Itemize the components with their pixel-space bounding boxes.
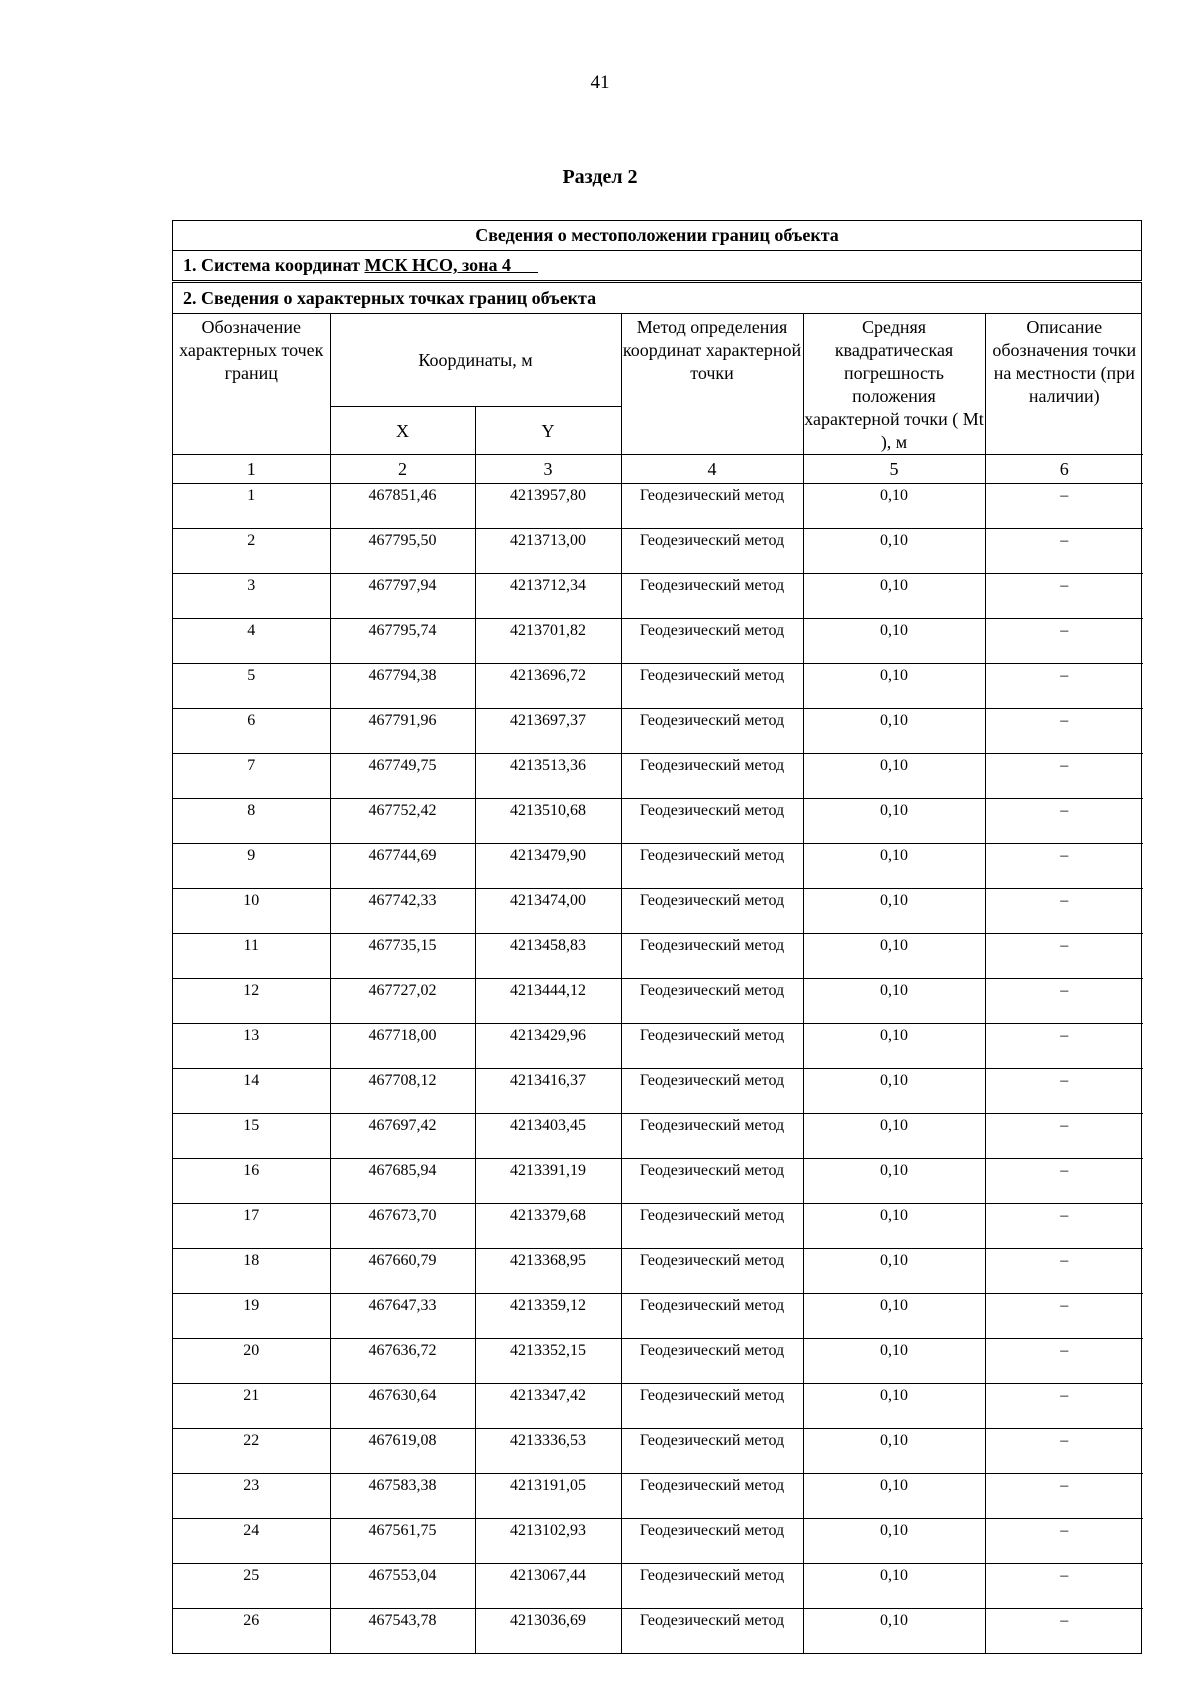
point-number-cell: 8 — [173, 799, 330, 844]
description-cell: – — [985, 934, 1143, 979]
method-cell: Геодезический метод — [621, 1564, 803, 1609]
method-cell: Геодезический метод — [621, 1384, 803, 1429]
column-index: 2 — [330, 455, 475, 484]
x-coordinate-cell: 467791,96 — [330, 709, 475, 754]
y-coordinate-cell: 4213067,44 — [475, 1564, 621, 1609]
column-index: 1 — [173, 455, 330, 484]
method-cell: Геодезический метод — [621, 664, 803, 709]
method-cell: Геодезический метод — [621, 1294, 803, 1339]
table-row — [173, 1519, 1143, 1564]
y-coordinate-cell: 4213513,36 — [475, 754, 621, 799]
table-row — [173, 619, 1143, 664]
x-coordinate-cell: 467673,70 — [330, 1204, 475, 1249]
location-info-title: Сведения о местоположении границ объекта — [173, 221, 1141, 251]
column-index: 6 — [985, 455, 1143, 484]
y-coordinate-cell: 4213336,53 — [475, 1429, 621, 1474]
y-coordinate-cell: 4213352,15 — [475, 1339, 621, 1384]
x-coordinate-cell: 467742,33 — [330, 889, 475, 934]
description-cell: – — [985, 844, 1143, 889]
header-point-description: Описание обозначения точки на местности (при наличии) — [985, 314, 1143, 455]
method-cell: Геодезический метод — [621, 1429, 803, 1474]
method-cell: Геодезический метод — [621, 1249, 803, 1294]
table-row — [173, 1474, 1143, 1519]
table-row — [173, 709, 1143, 754]
x-coordinate-cell: 467553,04 — [330, 1564, 475, 1609]
description-cell: – — [985, 1159, 1143, 1204]
method-cell: Геодезический метод — [621, 1339, 803, 1384]
column-index-row — [173, 455, 1143, 484]
point-number-cell: 1 — [173, 484, 330, 529]
table-row — [173, 1114, 1143, 1159]
y-coordinate-cell: 4213102,93 — [475, 1519, 621, 1564]
error-cell: 0,10 — [803, 754, 985, 799]
x-coordinate-cell: 467795,74 — [330, 619, 475, 664]
table-row — [173, 574, 1143, 619]
description-cell: – — [985, 1204, 1143, 1249]
x-coordinate-cell: 467630,64 — [330, 1384, 475, 1429]
x-coordinate-cell: 467583,38 — [330, 1474, 475, 1519]
table-row — [173, 1609, 1143, 1654]
header-method: Метод определения координат характерной точки — [621, 314, 803, 455]
location-info-block — [172, 220, 1142, 281]
description-cell: – — [985, 484, 1143, 529]
x-coordinate-cell: 467749,75 — [330, 754, 475, 799]
x-coordinate-cell: 467797,94 — [330, 574, 475, 619]
x-coordinate-cell: 467795,50 — [330, 529, 475, 574]
y-coordinate-cell: 4213347,42 — [475, 1384, 621, 1429]
description-cell: – — [985, 1384, 1143, 1429]
y-coordinate-cell: 4213474,00 — [475, 889, 621, 934]
point-number-cell: 15 — [173, 1114, 330, 1159]
header-mean-square-error: Средняя квадратическая погрешность положения характерной точки ( Mt ), м — [803, 314, 985, 455]
method-cell: Геодезический метод — [621, 1024, 803, 1069]
x-coordinate-cell: 467619,08 — [330, 1429, 475, 1474]
table-row — [173, 1294, 1143, 1339]
description-cell: – — [985, 1429, 1143, 1474]
error-cell: 0,10 — [803, 1249, 985, 1294]
table-row — [173, 1429, 1143, 1474]
method-cell: Геодезический метод — [621, 709, 803, 754]
description-cell: – — [985, 1339, 1143, 1384]
x-coordinate-cell: 467752,42 — [330, 799, 475, 844]
method-cell: Геодезический метод — [621, 574, 803, 619]
description-cell: – — [985, 619, 1143, 664]
description-cell: – — [985, 1114, 1143, 1159]
point-number-cell: 5 — [173, 664, 330, 709]
description-cell: – — [985, 799, 1143, 844]
error-cell: 0,10 — [803, 574, 985, 619]
point-number-cell: 6 — [173, 709, 330, 754]
x-coordinate-cell: 467851,46 — [330, 484, 475, 529]
y-coordinate-cell: 4213036,69 — [475, 1609, 621, 1654]
method-cell: Геодезический метод — [621, 529, 803, 574]
x-coordinate-cell: 467727,02 — [330, 979, 475, 1024]
description-cell: – — [985, 1294, 1143, 1339]
point-number-cell: 17 — [173, 1204, 330, 1249]
description-cell: – — [985, 1024, 1143, 1069]
error-cell: 0,10 — [803, 979, 985, 1024]
error-cell: 0,10 — [803, 1564, 985, 1609]
error-cell: 0,10 — [803, 934, 985, 979]
point-number-cell: 4 — [173, 619, 330, 664]
error-cell: 0,10 — [803, 1609, 985, 1654]
point-number-cell: 21 — [173, 1384, 330, 1429]
error-cell: 0,10 — [803, 889, 985, 934]
x-coordinate-cell: 467636,72 — [330, 1339, 475, 1384]
x-coordinate-cell: 467794,38 — [330, 664, 475, 709]
y-coordinate-cell: 4213696,72 — [475, 664, 621, 709]
error-cell: 0,10 — [803, 664, 985, 709]
error-cell: 0,10 — [803, 1339, 985, 1384]
x-coordinate-cell: 467660,79 — [330, 1249, 475, 1294]
error-cell: 0,10 — [803, 799, 985, 844]
description-cell: – — [985, 1609, 1143, 1654]
y-coordinate-cell: 4213359,12 — [475, 1294, 621, 1339]
table-row — [173, 484, 1143, 529]
error-cell: 0,10 — [803, 1294, 985, 1339]
x-coordinate-cell: 467647,33 — [330, 1294, 475, 1339]
error-cell: 0,10 — [803, 709, 985, 754]
table-row — [173, 1384, 1143, 1429]
method-cell: Геодезический метод — [621, 844, 803, 889]
column-index: 4 — [621, 455, 803, 484]
y-coordinate-cell: 4213444,12 — [475, 979, 621, 1024]
table-row — [173, 529, 1143, 574]
y-coordinate-cell: 4213510,68 — [475, 799, 621, 844]
y-coordinate-cell: 4213391,19 — [475, 1159, 621, 1204]
description-cell: – — [985, 1069, 1143, 1114]
section-title: Раздел 2 — [562, 166, 638, 188]
x-coordinate-cell: 467708,12 — [330, 1069, 475, 1114]
method-cell: Геодезический метод — [621, 799, 803, 844]
y-coordinate-cell: 4213379,68 — [475, 1204, 621, 1249]
table-row — [173, 1024, 1143, 1069]
description-cell: – — [985, 1519, 1143, 1564]
method-cell: Геодезический метод — [621, 1069, 803, 1114]
point-number-cell: 13 — [173, 1024, 330, 1069]
table-row — [173, 1564, 1143, 1609]
method-cell: Геодезический метод — [621, 754, 803, 799]
x-coordinate-cell: 467735,15 — [330, 934, 475, 979]
table-row — [173, 754, 1143, 799]
point-number-cell: 16 — [173, 1159, 330, 1204]
x-coordinate-cell: 467561,75 — [330, 1519, 475, 1564]
point-number-cell: 11 — [173, 934, 330, 979]
table-row — [173, 1339, 1143, 1384]
y-coordinate-cell: 4213479,90 — [475, 844, 621, 889]
page-number: 41 — [590, 72, 610, 93]
table-row — [173, 799, 1143, 844]
point-number-cell: 19 — [173, 1294, 330, 1339]
coordinate-system-row — [173, 251, 1141, 280]
description-cell: – — [985, 529, 1143, 574]
header-y: Y — [475, 406, 621, 454]
description-cell: – — [985, 1474, 1143, 1519]
table-row — [173, 1249, 1143, 1294]
method-cell: Геодезический метод — [621, 1204, 803, 1249]
column-index: 5 — [803, 455, 985, 484]
method-cell: Геодезический метод — [621, 979, 803, 1024]
error-cell: 0,10 — [803, 844, 985, 889]
description-cell: – — [985, 664, 1143, 709]
method-cell: Геодезический метод — [621, 1474, 803, 1519]
error-cell: 0,10 — [803, 1159, 985, 1204]
column-index: 3 — [475, 455, 621, 484]
table-row — [173, 1204, 1143, 1249]
error-cell: 0,10 — [803, 619, 985, 664]
point-number-cell: 12 — [173, 979, 330, 1024]
y-coordinate-cell: 4213697,37 — [475, 709, 621, 754]
error-cell: 0,10 — [803, 1204, 985, 1249]
y-coordinate-cell: 4213191,05 — [475, 1474, 621, 1519]
description-cell: – — [985, 889, 1143, 934]
description-cell: – — [985, 1249, 1143, 1294]
points-block — [172, 282, 1142, 1654]
point-number-cell: 3 — [173, 574, 330, 619]
point-number-cell: 2 — [173, 529, 330, 574]
error-cell: 0,10 — [803, 529, 985, 574]
y-coordinate-cell: 4213957,80 — [475, 484, 621, 529]
error-cell: 0,10 — [803, 1114, 985, 1159]
x-coordinate-cell: 467685,94 — [330, 1159, 475, 1204]
y-coordinate-cell: 4213368,95 — [475, 1249, 621, 1294]
y-coordinate-cell: 4213458,83 — [475, 934, 621, 979]
method-cell: Геодезический метод — [621, 1609, 803, 1654]
point-number-cell: 9 — [173, 844, 330, 889]
method-cell: Геодезический метод — [621, 1519, 803, 1564]
header-point-designation: Обозначение характерных точек границ — [173, 314, 330, 455]
table-row — [173, 1159, 1143, 1204]
description-cell: – — [985, 574, 1143, 619]
table-row — [173, 844, 1143, 889]
point-number-cell: 22 — [173, 1429, 330, 1474]
header-x: X — [330, 406, 475, 454]
y-coordinate-cell: 4213416,37 — [475, 1069, 621, 1114]
points-caption: 2. Сведения о характерных точках границ объекта — [173, 283, 1141, 314]
y-coordinate-cell: 4213712,34 — [475, 574, 621, 619]
x-coordinate-cell: 467543,78 — [330, 1609, 475, 1654]
point-number-cell: 23 — [173, 1474, 330, 1519]
point-number-cell: 20 — [173, 1339, 330, 1384]
table-row — [173, 1069, 1143, 1114]
y-coordinate-cell: 4213429,96 — [475, 1024, 621, 1069]
table-row — [173, 979, 1143, 1024]
method-cell: Геодезический метод — [621, 1159, 803, 1204]
error-cell: 0,10 — [803, 1024, 985, 1069]
description-cell: – — [985, 709, 1143, 754]
error-cell: 0,10 — [803, 1429, 985, 1474]
coordinate-system-label: 1. Система координат — [183, 255, 365, 275]
coordinate-system-value: МСК НСО, зона 4 — [364, 255, 539, 275]
error-cell: 0,10 — [803, 484, 985, 529]
table-row — [173, 664, 1143, 709]
x-coordinate-cell: 467718,00 — [330, 1024, 475, 1069]
description-cell: – — [985, 979, 1143, 1024]
point-number-cell: 25 — [173, 1564, 330, 1609]
error-cell: 0,10 — [803, 1384, 985, 1429]
error-cell: 0,10 — [803, 1474, 985, 1519]
point-number-cell: 10 — [173, 889, 330, 934]
point-number-cell: 24 — [173, 1519, 330, 1564]
method-cell: Геодезический метод — [621, 1114, 803, 1159]
points-table — [173, 314, 1143, 1653]
error-cell: 0,10 — [803, 1519, 985, 1564]
method-cell: Геодезический метод — [621, 484, 803, 529]
y-coordinate-cell: 4213403,45 — [475, 1114, 621, 1159]
y-coordinate-cell: 4213701,82 — [475, 619, 621, 664]
table-row — [173, 934, 1143, 979]
method-cell: Геодезический метод — [621, 889, 803, 934]
method-cell: Геодезический метод — [621, 934, 803, 979]
table-row — [173, 889, 1143, 934]
x-coordinate-cell: 467697,42 — [330, 1114, 475, 1159]
point-number-cell: 14 — [173, 1069, 330, 1114]
description-cell: – — [985, 1564, 1143, 1609]
point-number-cell: 26 — [173, 1609, 330, 1654]
header-coordinates: Координаты, м — [330, 314, 621, 406]
y-coordinate-cell: 4213713,00 — [475, 529, 621, 574]
error-cell: 0,10 — [803, 1069, 985, 1114]
point-number-cell: 18 — [173, 1249, 330, 1294]
method-cell: Геодезический метод — [621, 619, 803, 664]
description-cell: – — [985, 754, 1143, 799]
x-coordinate-cell: 467744,69 — [330, 844, 475, 889]
point-number-cell: 7 — [173, 754, 330, 799]
